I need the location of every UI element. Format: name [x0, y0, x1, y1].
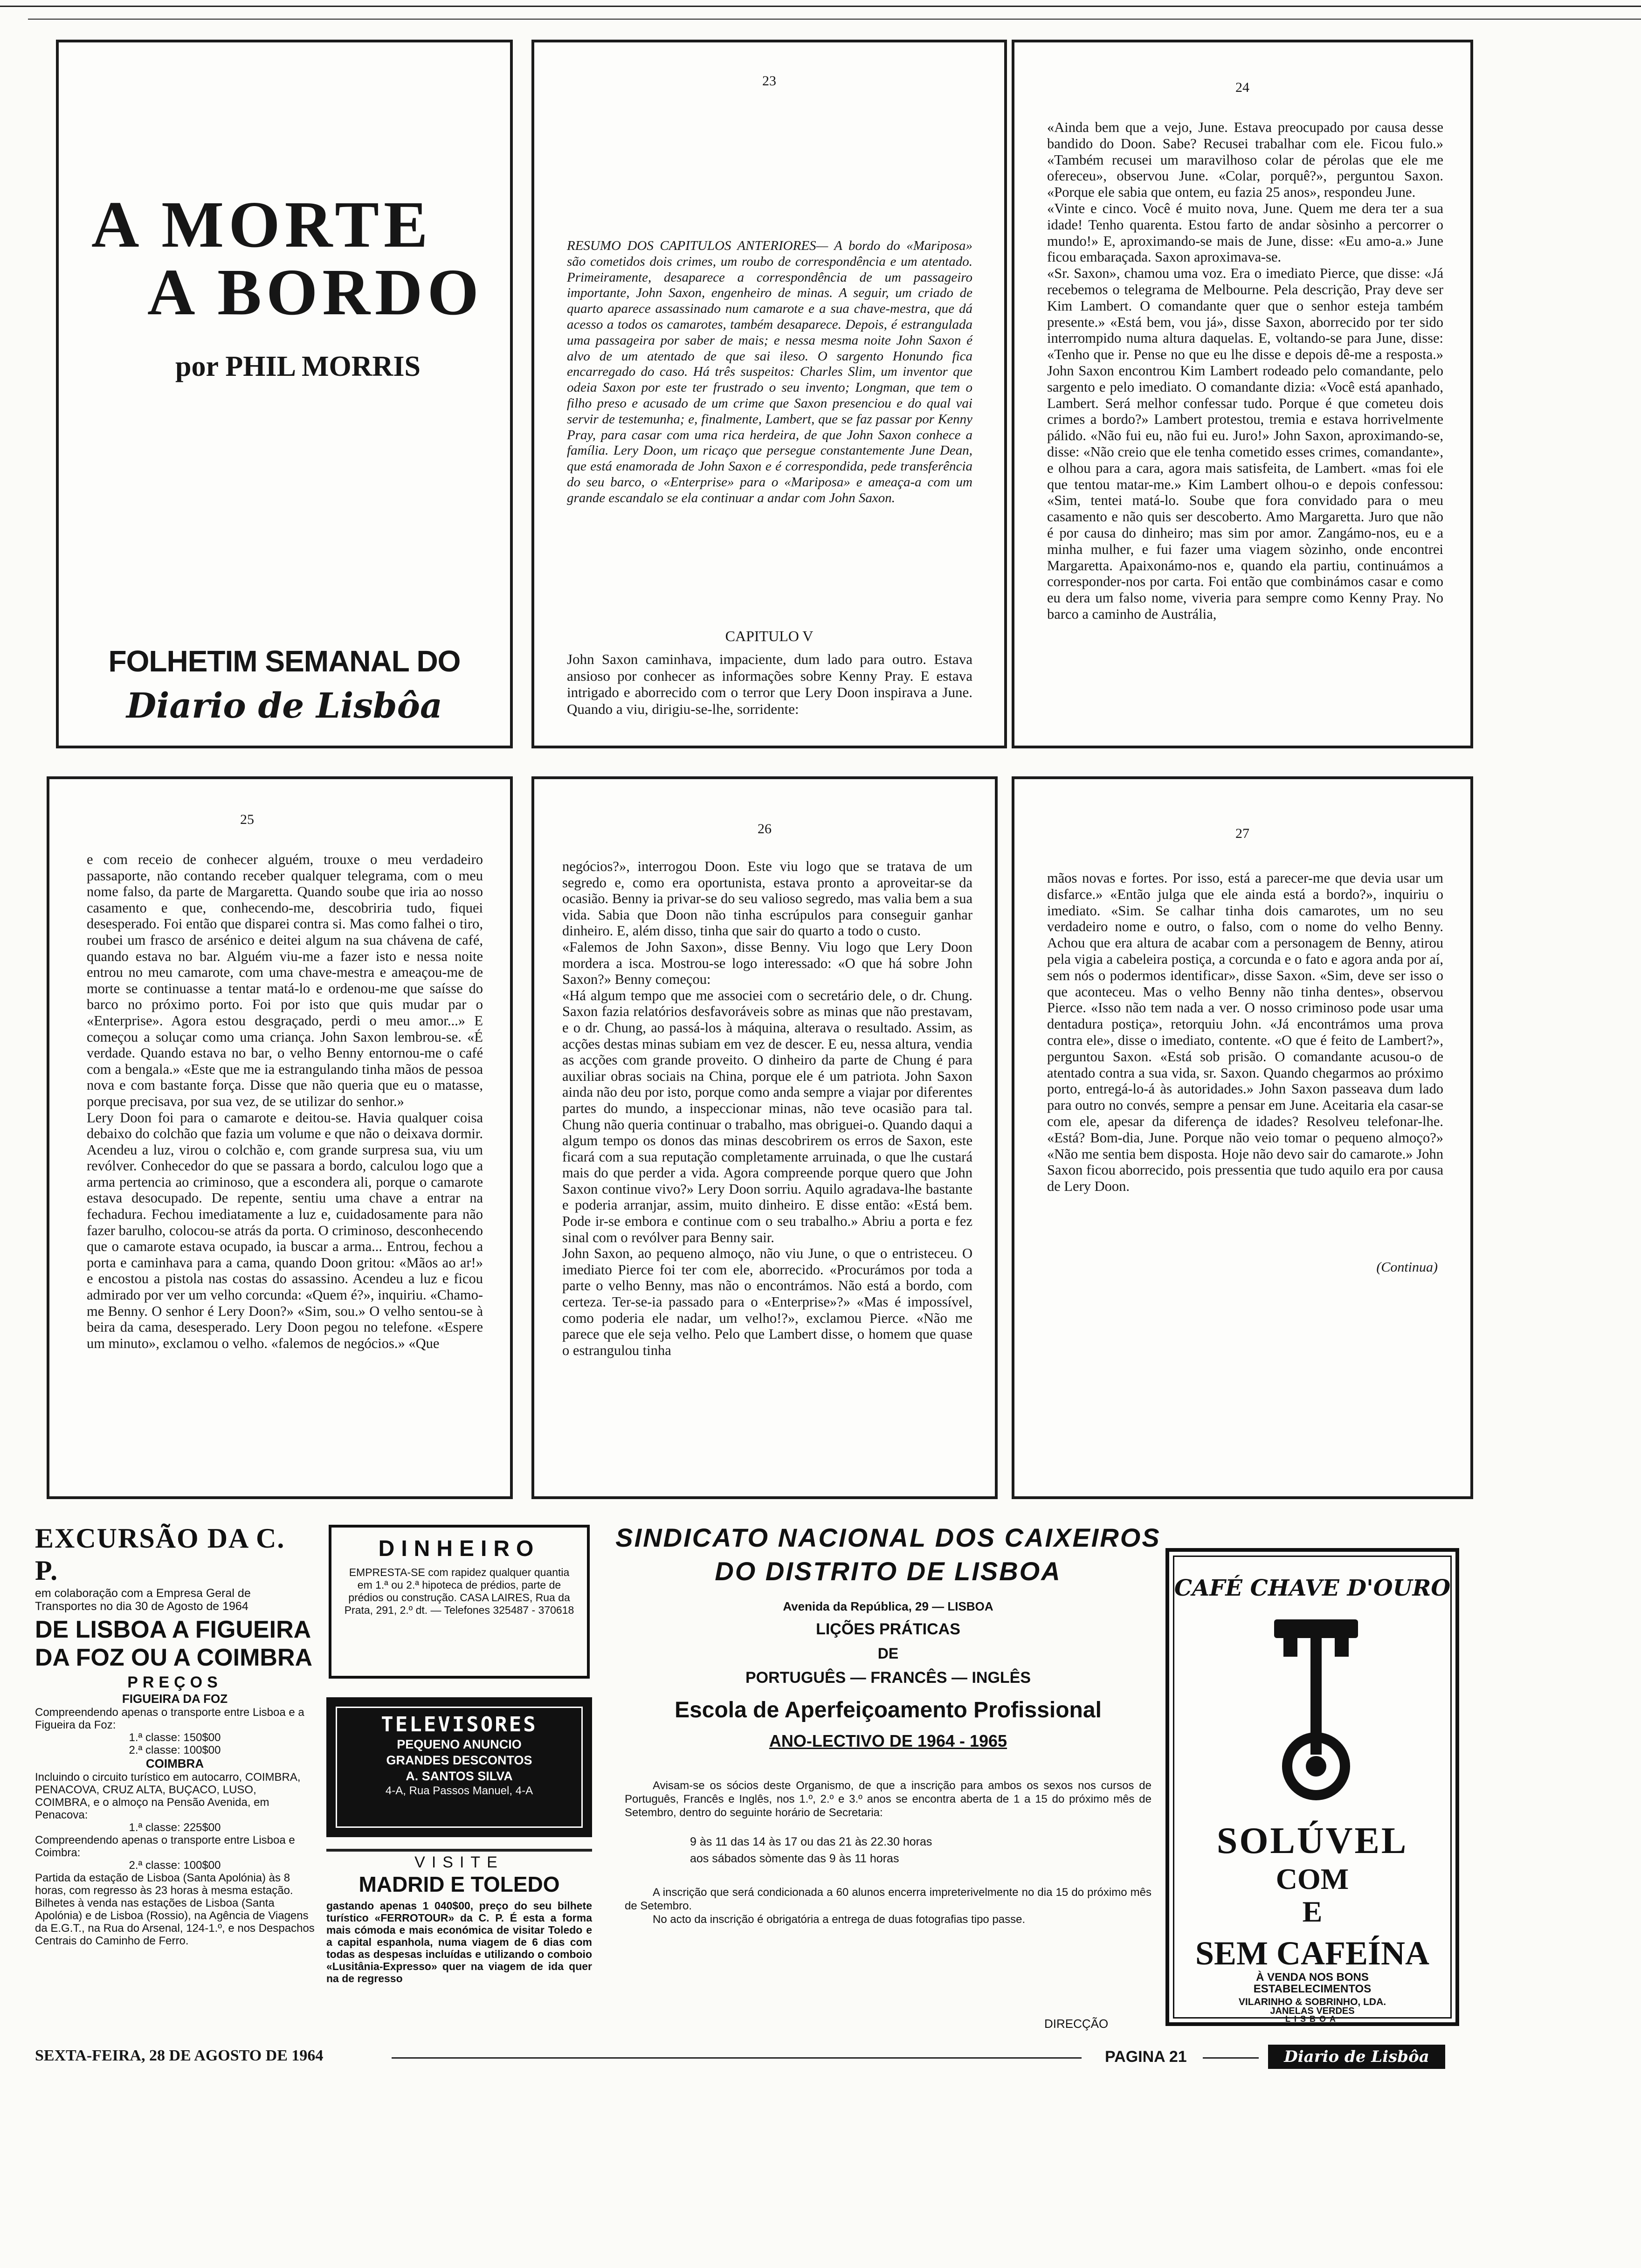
footer-date: SEXTA-FEIRA, 28 DE AGOSTO DE 1964	[35, 2047, 324, 2064]
sindicato-year: ANO-LECTIVO DE 1964 - 1965	[769, 1731, 1007, 1750]
dinheiro-text: EMPRESTA-SE com rapidez qualquer quantia em 1.ª ou 2.ª hipoteca de prédios, parte de prédios ou construção. CASA LAIRES, Rua da Prata, 291, 2.º dt. — Telefones 325487 - 370618	[344, 1566, 574, 1616]
page-number: 25	[240, 812, 254, 827]
cp-figueira-1st: 1.ª classe: 150$00	[129, 1731, 221, 1744]
sindicato-title1: SINDICATO NACIONAL DOS CAIXEIROS	[615, 1523, 1161, 1552]
chapter-text: John Saxon caminhava, impaciente, dum lado para outro. Estava ansioso por conhecer as informações sobre Kenny Pray. E estava intrigado e aborrecido com o terror que Lery Doon inspirava a June. Quando a viu, dirigiu-se-lhe, sorridente:	[567, 651, 972, 717]
continues-label: (Continua)	[1376, 1259, 1438, 1275]
cafe-line2: COM	[1276, 1862, 1349, 1895]
cafe-address: JANELAS VERDES	[1270, 2006, 1355, 2016]
cafe-city: LISBOA	[1285, 2014, 1339, 2024]
cp-excursion-ad	[35, 1522, 315, 2040]
cp-figueira-2nd: 2.ª classe: 100$00	[129, 1744, 221, 1756]
page-25-panel	[47, 776, 513, 1499]
televisores-line1: PEQUENO ANUNCIO	[397, 1737, 522, 1751]
madrid-ad	[326, 1849, 592, 2017]
cp-figueira-heading: FIGUEIRA DA FOZ	[122, 1692, 228, 1706]
sindicato-notice: Avisam-se os sócios deste Organismo, de que a inscrição para ambos os sexos nos cursos de Português, Francês e Inglês, nos 1.º, 2.º e 3.º anos se encontra aberta de 1 a 15 do próximo mês de Setembro, dentro do seguinte horário de Secretaria:	[625, 1779, 1151, 1819]
madrid-title: MADRID E TOLEDO	[359, 1872, 560, 1896]
sindicato-school: Escola de Aperfeiçoamento Profissional	[675, 1698, 1102, 1722]
cp-coimbra-2nd: 2.ª classe: 100$00	[129, 1859, 221, 1872]
page-number: 24	[1235, 80, 1249, 95]
page-text: negócios?», interrogou Doon. Este viu logo que se tratava de um segredo e, como era oportunista, estava pronto a aproveitar-se da ocasião. Benny ia privar-se do seu valioso segredo, mas valia bem a sua vida. Sabia que Doon não tinha escrúpulos para conseguir ganhar dinheiro. E, além disso, tinha que sair do quarto a todo o custo. «Falemos de John Saxon», disse Benny. Viu logo que Lery Doon mordera a isca. Mostrou-se logo interessado: «O que há sobre John Saxon?» Benny começou: «Há algum tempo que me associei com o secretário dele, o dr. Chung. Saxon fazia relatórios desfavoráveis sobre as minas que não prestavam, e o dr. Chung, ao passá-los à máquina, alterava o resultado. Assim, as acções destas minas subiam em vez de descer. E eu, nessa altura, vendia as acções com grande proveito. O dinheiro da parte de Chung é para auxiliar obras sociais na China, porque ele é um patriota. John Saxon ainda não deu por isto, porque como anda sempre a viajar por diferentes partes do mundo, a inspeccionar minas, não teve ocasião para tal. Chung não queria continuar o trabalho, mas obriguei-o. Quando daqui a algum tempo os donos das minas descobrirem os erros de Saxon, este ficará com a sua reputação completamente arruinada, o que lhe custará mais do que perder a vida. Agora compreende porque quero que John Saxon continue vivo?» Lery Doon sorriu. Aquilo agradava-lhe bastante e poderia arranjar, assim, muito dinheiro. E disse então: «Está bem. Pode ir-se embora e continue com o seu trabalho.» Abriu a porta e fez sinal com o revólver para Benny sair. John Saxon, ao pequeno almoço, não viu June, o que o entristeceu. O imediato Pierce foi ter com ele, aborrecido. «Procurámos por toda a parte o velho Benny, mas não o encontrámos. Não está a bordo, com certeza. Ter-se-ia passado para o «Enterprise»?» «Mas é impossível, como poderia ele nadar, um velho!?», exclamou Pierce. «Não me parece que ele seja velho. Pelo que Lambert disse, o homem que quase o estrangulou tinha	[562, 858, 972, 1358]
sindicato-address: Avenida da República, 29 — LISBOA	[783, 1599, 993, 1613]
cover-author: por PHIL MORRIS	[175, 351, 421, 382]
cover-title-line1: A MORTE	[91, 187, 433, 261]
chapter-heading: CAPITULO V	[725, 628, 814, 644]
footer-paper-logo: Diario de Lisbôa	[1268, 2045, 1445, 2069]
page-number: 23	[762, 73, 776, 89]
top-rule-2	[28, 19, 1641, 20]
cover-newspaper-logo: Diario de Lisbôa	[126, 686, 442, 726]
televisores-title: TELEVISORES	[381, 1713, 538, 1736]
televisores-line4: 4-A, Rua Passos Manuel, 4-A	[385, 1784, 533, 1797]
sindicato-hours1: 9 às 11 das 14 às 17 ou das 21 às 22.30 horas	[690, 1835, 932, 1848]
page-27-panel	[1012, 776, 1473, 1499]
sindicato-ad	[606, 1522, 1170, 2040]
dinheiro-ad	[329, 1525, 590, 1679]
page-24-panel	[1012, 40, 1473, 748]
footer-page: PAGINA 21	[1105, 2048, 1187, 2066]
sindicato-lessons: LIÇÕES PRÁTICAS	[816, 1620, 960, 1638]
sindicato-de: DE	[877, 1645, 899, 1662]
page-text: «Ainda bem que a vejo, June. Estava preocupado por causa desse bandido do Doon. Sabe? Recusei trabalhar com ele. Ficou fulo.» «Também recusei um maravilhoso colar de pérolas que ele me ofereceu», observou June. «Colar, porquê?», perguntou Saxon. «Porque ele sabia que ontem, eu fazia 25 anos», respondeu June. «Vinte e cinco. Você é muito nova, June. Quem me dera ter a sua idade! Tenho quarenta. Estou farto de andar sòsinho a percorrer o mundo!» E, aproximando-se mais de June, disse: «Eu amo-a.» June ficou embaraçada. Saxon aproximava-se. «Sr. Saxon», chamou uma voz. Era o imediato Pierce, que disse: «Já recebemos o telegrama de Melbourne. Pela descrição, Pray deve ser Kim Lambert. O comandante quer que o senhor esteja também presente.» «Está bem, vou já», disse Saxon, aborrecido por ter sido interrompido numa altura daquelas. E, voltando-se para June, disse: «Tenho que ir. Pense no que eu lhe disse e depois dê-me a resposta.» John Saxon encontrou Kim Lambert rodeado pelo comandante, pelo sargento e pelo imediato. O comandante dizia: «Você está apanhado, Lambert. Será melhor confessar tudo. Porque é que cometeu dois crimes a bordo?» Lambert protestou, tremia e estava horrivelmente pálido. «Não fui eu, não fui eu. Juro!» John Saxon, aproximando-se, disse: «Não creio que ele tenha cometido esses crimes, comandante», e olhou para a cara, agora mais satisfeita, de Lambert. «mas foi ele que tentou matar-me.» Kim Lambert olhou-o e depois confessou: «Sim, tentei matá-lo. Soube que fora convidado para o meu casamento e não quis ser descoberto. Amo Margaretta. Juro que não é por causa do dinheiro; mas sim por amor. Zangámo-nos, eu e a minha mulher, e fui fazer uma viagem sòzinho, onde encontrei Margaretta. Apaixonámo-nos e, quando ela partiu, continuámos a corresponder-nos por carta. Foi então que combinámos casar e como eu dera um falso nome, viveria para sempre como Kenny Pray. No barco a caminho de Austrália,	[1047, 119, 1443, 622]
cover-title-line2: A BORDO	[147, 255, 483, 329]
cp-departure: Partida da estação de Lisboa (Santa Apolónia) às 8 horas, com regresso às 23 horas à mesma estação.	[35, 1872, 293, 1897]
cp-prices-label: PREÇOS	[127, 1673, 222, 1691]
cover-panel	[56, 40, 513, 748]
page-text: mãos novas e fortes. Por isso, está a parecer-me que devia usar um disfarce.» «Então julga que ele ainda está a bordo?», inquiriu o imediato. «Sim. Se calhar tinha dois camarotes, um no seu verdadeiro nome e outro, o falso, com o nome do velho Benny. Achou que era altura de acabar com a personagem de Benny, atirou pela vigia a cabeleira postiça, a corcunda e o fato e agora anda por aí, sem nós o podermos identificar», disse Saxon. «Sim, deve ser isso o que aconteceu. Mas o velho Benny não tinha dentes», observou Pierce. «Isso não tem nada a ver. O nosso criminoso pode usar uma dentadura postiça», retorquiu John. «Já encontrámos uma prova contra ele», disse o imediato, contente. «O que é feito de Lambert?», perguntou Saxon. «Está sob prisão. O comandante acusou-o de atentado contra a sua vida, sr. Saxon. Quando chegarmos ao próximo porto, entregá-lo-á às autoridades.» John Saxon passeava dum lado para outro no convés, sempre a pensar em June. Aceitaria ela casar-se com ele, apesar da diferença de idades? Resolveu telefonar-lhe. «Está? Bom-dia, June. Porque não veio tomar o pequeno almoço?» «Não me sentia bem disposta. Hoje não devo sair do camarote.» John Saxon ficou aborrecido, pois pressentia que tudo aquilo era por causa de Lery Doon.	[1047, 870, 1443, 1195]
cp-tickets: Bilhetes à venda nas estações de Lisboa (Santa Apolónia) e de Lisboa (Rossio), na Agência de Viagens da E.G.T., na Rua do Arsenal, 124-1.º, e nos Despachos Centrais do Caminho de Ferro.	[35, 1897, 315, 1947]
page-23-panel	[531, 40, 1007, 748]
cafe-line3: E	[1302, 1895, 1323, 1928]
page-26-panel	[531, 776, 998, 1499]
cafe-ad	[1165, 1548, 1459, 2026]
cp-coimbra-heading: COIMBRA	[145, 1756, 204, 1770]
key-icon	[1269, 1612, 1363, 1808]
cafe-brand: CAFÉ CHAVE D'OURO	[1174, 1575, 1451, 1601]
footer-rule-left	[392, 2057, 1082, 2059]
sindicato-languages: PORTUGUÊS — FRANCÊS — INGLÊS	[745, 1669, 1031, 1687]
televisores-line2: GRANDES DESCONTOS	[386, 1753, 532, 1767]
sindicato-signature: DIRECÇÃO	[1044, 2017, 1109, 2031]
sindicato-photos: No acto da inscrição é obrigatória a entrega de duas fotografias tipo passe.	[653, 1913, 1026, 1926]
cafe-seller: VILARINHO & SOBRINHO, LDA.	[1238, 1997, 1386, 2007]
televisores-ad	[326, 1697, 592, 1837]
cafe-line4: SEM CAFEÍNA	[1195, 1935, 1430, 1972]
cp-route: DE LISBOA A FIGUEIRA DA FOZ OU A COIMBRA	[35, 1616, 313, 1671]
cp-coimbra-desc: Incluindo o circuito turístico em autocarro, COIMBRA, PENACOVA, CRUZ ALTA, BUÇACO, LUSO, COIMBRA, e o almoço na Pensão Avenida, em Penacova:	[35, 1771, 301, 1821]
cp-intro: em colaboração com a Empresa Geral de Transportes no dia 30 de Agosto de 1964	[35, 1587, 251, 1613]
sindicato-limit: A inscrição que será condicionada a 60 alunos encerra impreterivelmente no dia 15 do próximo mês de Setembro.	[625, 1886, 1151, 1912]
madrid-text: gastando apenas 1 040$00, preço do seu bilhete turístico «FERROTOUR» da C. P. É esta a forma mais cómoda e mais económica de visitar Toledo e a capital espanhola, numa viagem de 6 dias com todas as despesas incluídas e utilizando o comboio «Lusitânia-Expresso» quer na viagem de ida quer na de regresso	[326, 1900, 592, 1984]
televisores-line3: A. SANTOS SILVA	[406, 1769, 513, 1783]
cp-coimbra-desc2: Compreendendo apenas o transporte entre Lisboa e Coimbra:	[35, 1834, 295, 1859]
story-summary: RESUMO DOS CAPITULOS ANTERIORES— A bordo do «Mariposa» são cometidos dois crimes, um roubo de correspondência e um atentado. Primeiramente, desaparece a correspondência de um passageiro importante, John Saxon, engenheiro de minas. A seguir, um criado de quarto aparece assassinado num camarote e a sua chave-mestra, que dá acesso a todos os camarotes, também desaparece. Depois, é estrangulada uma passageira por saber de mais; e nessa mesma noite John Saxon é alvo de um atentado de que sai ileso. O sargento Honundo fica encarregado do caso. Há três suspeitos: Charles Slim, um inventor que odeia Saxon por este ter frustrado o seu invento; Longman, que tem o filho preso e acusado de um crime que Saxon presenciou e do qual vai servir de testemunha; e, finalmente, Lambert, que se faz passar por Kenny Pray, para casar com uma rica herdeira, de que John Saxon conhece a família. Lery Doon, um ricaço que persegue constantemente June Dean, que está enamorada de John Saxon e é correspondida, pede transferência do seu barco, o «Enterprise» para o «Mariposa» e ameaça-a com um grande escandalo se ela continuar a andar com John Saxon.	[567, 238, 972, 505]
cafe-sale: À VENDA NOS BONS ESTABELECIMENTOS	[1253, 1971, 1372, 1995]
page-number: 26	[758, 821, 772, 837]
page-text: e com receio de conhecer alguém, trouxe o meu verdadeiro passaporte, não contando receber qualquer telegrama, com o meu nome falso, da parte de Margaretta. Quando soube que iria ao nosso casamento e que, conhecendo-me, descobriria tudo, fiquei desesperado. Foi então que disparei contra si. Mas como falhei o tiro, roubei um frasco de arsénico e deitei algum na sua chávena de café, quando estava no bar. Alguém viu-me a fazer isto e nessa noite entrou no meu camarote, com uma chave-mestra e ameaçou-me de morte se continuasse a tentar matá-lo e ordenou-me que saísse do barco no próximo porto. Foi por isto que quis mudar par o «Enterprise». Agora estou desgraçado, perdi o meu amor...» E começou a soluçar como uma criança. John Saxon lembrou-se. «É verdade. Quando estava no bar, o velho Benny entornou-me o café com a bengala.» «Este que me ia estrangulando tinha mãos de pessoa nova e com bastante força. Disse que não queria que eu o matasse, porque precisava, por sua vez, de se utilizar do senhor.» Lery Doon foi para o camarote e deitou-se. Havia qualquer coisa debaixo do colchão que fazia um volume e que não o deixava dormir. Acendeu a luz, virou o colchão e, com grande surpresa sua, viu um revólver. Conhecedor do que se passara a bordo, calculou logo que a arma pertencia ao criminoso, que a escondera ali, porque o camarote estava desocupado. De repente, sentiu uma chave a entrar na fechadura. Fechou imediatamente a luz e, cuidadosamente para não fazer barulho, colocou-se atrás da porta. O criminoso, desconhecendo que o camarote estava ocupado, ia buscar a arma... Entrou, fechou a porta e caminhava para a cama, quando Doon gritou: «Mãos ao ar!» e encostou a pistola nas costas do assassino. Acendeu a luz e ficou admirado por ver um velho corcunda: «Quem é?», inquiriu. «Chamo-me Benny. O senhor é Lery Doon?» «Sim, sou.» O velho sentou-se à beira da cama, desesperado. Lery Doon pegou no telefone. «Espere um minuto», exclamou o velho. «falemos de negócios.» «Que	[87, 851, 483, 1351]
sindicato-title2: DO DISTRITO DE LISBOA	[715, 1556, 1062, 1586]
top-rule	[0, 6, 1641, 7]
cp-title: EXCURSÃO DA C. P.	[35, 1523, 285, 1586]
sindicato-hours2: aos sábados sòmente das 9 às 11 horas	[690, 1852, 899, 1865]
cp-figueira-desc: Compreendendo apenas o transporte entre Lisboa e a Figueira da Foz:	[35, 1706, 304, 1731]
page-number: 27	[1235, 826, 1249, 841]
cafe-line1: SOLÚVEL	[1216, 1820, 1408, 1861]
cover-series: FOLHETIM SEMANAL DO	[108, 644, 461, 678]
footer-rule-right	[1203, 2057, 1259, 2059]
madrid-visit: VISITE	[414, 1853, 504, 1871]
dinheiro-title: DINHEIRO	[378, 1536, 540, 1561]
cp-coimbra-1st: 1.ª classe: 225$00	[129, 1821, 221, 1834]
